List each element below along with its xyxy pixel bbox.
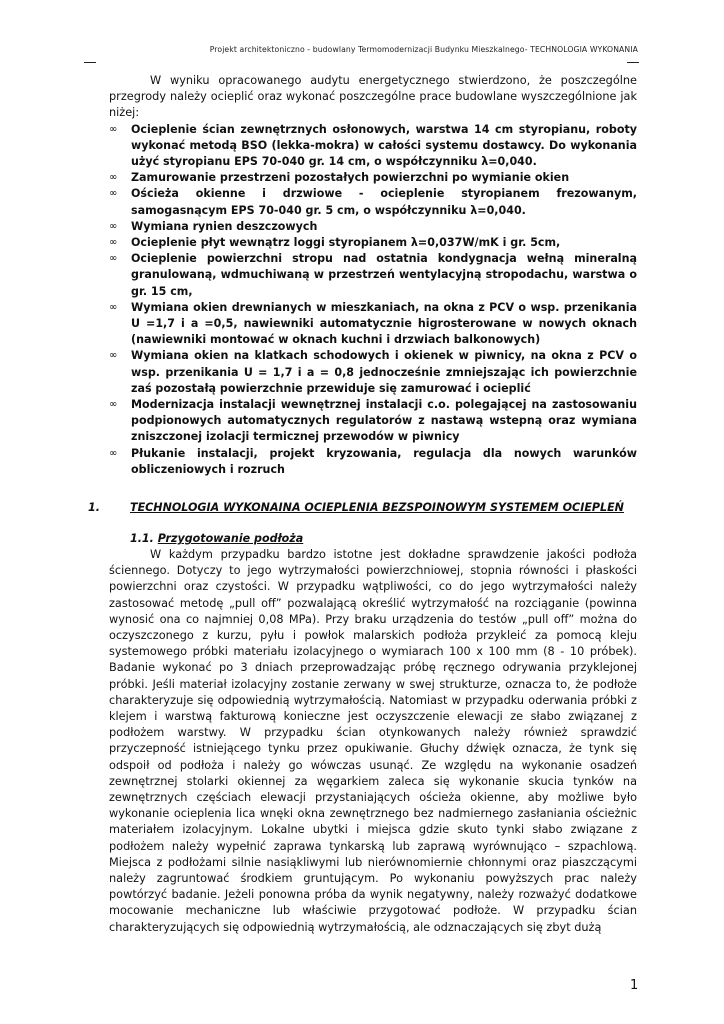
body-paragraph: W każdym przypadku bardzo istotne jest dokładne sprawdzenie jakości podłoża ściennego. Dotyczy to jego wytrzymałości powierzchniowej, stopnia równości i płaskości powierzchni oraz czystości. W przypadku wątpliwości, co do jego wytrzymałości należy zastosować metodę „pull off” pozwalającą określić wytrzymałość na rozciąganie (powinna wynosić ona co najmniej 0,08 MPa). Przy braku urządzenia do testów „pull off” można do oczyszczonego z kurzu, pyłu i powłok malarskich podłoża przykleić za pomocą kleju systemowego próbki materiału izolacyjnego o wymiarach 100 x 100 mm (8 - 10 próbek). Badanie wykonać po 3 dniach przeprowadzając próbę ręcznego odrywania przyklejonej próbki. Jeśli materiał izolacyjny zostanie zerwany w swej strukturze, oznacza to, że podłoże charakteryzuje się odpowiednią wytrzymałością. Natomiast w przypadku oderwania próbki z klejem i warstwą fakturową konieczne jest oczyszczenie elewacji ze słabo związanej z podłożem warstwy. W przypadku ścian otynkowanych należy również sprawdzić przyczepność istniejącego tynku przez opukiwanie. Głuchy dźwięk oznacza, że tynk się odspoił od podłoża i należy go wówczas usunąć. Ze względu na wykonanie osadzeń zewnętrznej stolarki okiennej za węgarkiem zaleca się wykonanie skucia tynków na zewnętrznych częściach elewacji przystaniających ościeża okienne, aby możliwe było wykonanie ocieplenia lica wnęki okna zewnętrznego bez nadmiernego zasłaniania ościeżnic materiałem izolacyjnym. Lokalne ubytki i miejsca gdzie skuto tynki słabo związane z podłożem należy wypełnić zaprawa tynkarską lub zaprawą wyrównująco – szpachlową. Miejsca z podłożami silnie nasiąkliwymi lub nierównomiernie chłonnymi oraz piaszczącymi należy zagruntować środkiem gruntującym. Po wykonaniu powyższych prac należy powtórzyć badanie. Jeżeli ponowna próba da wynik negatywny, należy rozważyć dodatkowe mocowanie mechaniczne lub właściwie przygotować podłoże. W przypadku ścian charakteryzujących się odpowiednią wytrzymałością, ale odznaczających się zbyt dużą	[109, 548, 637, 934]
list-item: ∞ Płukanie instalacji, projekt kryzowania, regulacja dla nowych warunków obliczeniowych i rozruch	[109, 446, 637, 476]
list-item: ∞ Ocieplenie ścian zewnętrznych osłonowych, warstwa 14 cm styropianu, roboty wykonać metodą BSO (lekka-mokra) w całości systemu dostawcy. Do wykonania użyć styropianu EPS 70-040 gr. 14 cm, o współczynniku λ=0,040.	[109, 122, 637, 169]
intro-block	[109, 73, 637, 478]
infinity-bullet-icon: ∞	[109, 350, 118, 362]
header-rule-right	[627, 62, 639, 63]
list-item: ∞ Wymiana rynien deszczowych	[109, 219, 637, 235]
infinity-bullet-icon: ∞	[109, 172, 118, 184]
infinity-bullet-icon: ∞	[109, 301, 118, 313]
infinity-bullet-icon: ∞	[109, 447, 118, 459]
infinity-bullet-icon: ∞	[109, 253, 118, 265]
page-number: 1	[630, 978, 639, 993]
header-rule-left	[84, 62, 96, 63]
intro-paragraph: W wyniku opracowanego audytu energetycznego stwierdzono, że poszczególne przegrody należy ocieplić oraz wykonać poszczególne prace budowlane wyszczególnione jak niżej:	[109, 74, 637, 120]
list-item: ∞ Zamurowanie przestrzeni pozostałych powierzchni po wymianie okien	[109, 170, 637, 186]
section-number: 1.	[88, 501, 100, 514]
infinity-bullet-icon: ∞	[109, 188, 118, 200]
list-item: ∞ Wymiana okien drewnianych w mieszkaniach, na okna z PCV o wsp. przenikania U =1,7 i a =0,5, nawiewniki automatycznie higrosterowane w nowych oknach (nawiewniki montować w oknach kuchni i drzwiach balkonowych)	[109, 300, 637, 347]
subsection-heading	[130, 531, 303, 547]
work-list	[109, 122, 637, 478]
infinity-bullet-icon: ∞	[109, 237, 118, 249]
subsection-number: 1.1.	[130, 532, 154, 545]
list-item: ∞ Ościeża okienne i drzwiowe - ocieplenie styropianem frezowanym, samogasnącym EPS 70-040 gr. 5 cm, o współczynniku λ=0,040.	[109, 187, 637, 217]
list-item: ∞ Wymiana okien na klatkach schodowych i okienek w piwnicy, na okna z PCV o wsp. przenikania U = 1,7 i a = 0,8 jednocześnie zmniejszając ich powierzchnie zaś pozostałą powierzchnie przewiduje się zamurować i ocieplić	[109, 349, 637, 395]
subsection-title: Przygotowanie podłoża	[157, 532, 304, 545]
infinity-bullet-icon: ∞	[109, 123, 118, 135]
list-item: ∞ Ocieplenie płyt wewnątrz loggi styropianem λ=0,037W/mK i gr. 5cm,	[109, 235, 637, 251]
page-header: Projekt architektoniczno - budowlany Termomodernizacji Budynku Mieszkalnego- TECHNOLOGIA WYKONANIA	[209, 45, 638, 54]
list-item: ∞ Modernizacja instalacji wewnętrznej instalacji c.o. polegającej na zastosowaniu podpionowych automatycznych regulatorów z nastawą wstepną oraz wymiana zniszczonej izolacji termicznej przewodów w piwnicy	[109, 398, 637, 444]
list-item: ∞ Ocieplenie powierzchni stropu nad ostatnia kondygnacja wełną mineralną granulowaną, wdmuchiwaną w przestrzeń wentylacyjną stropodachu, warstwa o gr. 15 cm,	[109, 252, 637, 298]
infinity-bullet-icon: ∞	[109, 399, 118, 411]
infinity-bullet-icon: ∞	[109, 220, 118, 232]
section-title: TECHNOLOGIA WYKONAINA OCIEPLENIA BEZSPOINOWYM SYSTEMEM OCIEPLEŃ	[130, 501, 624, 514]
